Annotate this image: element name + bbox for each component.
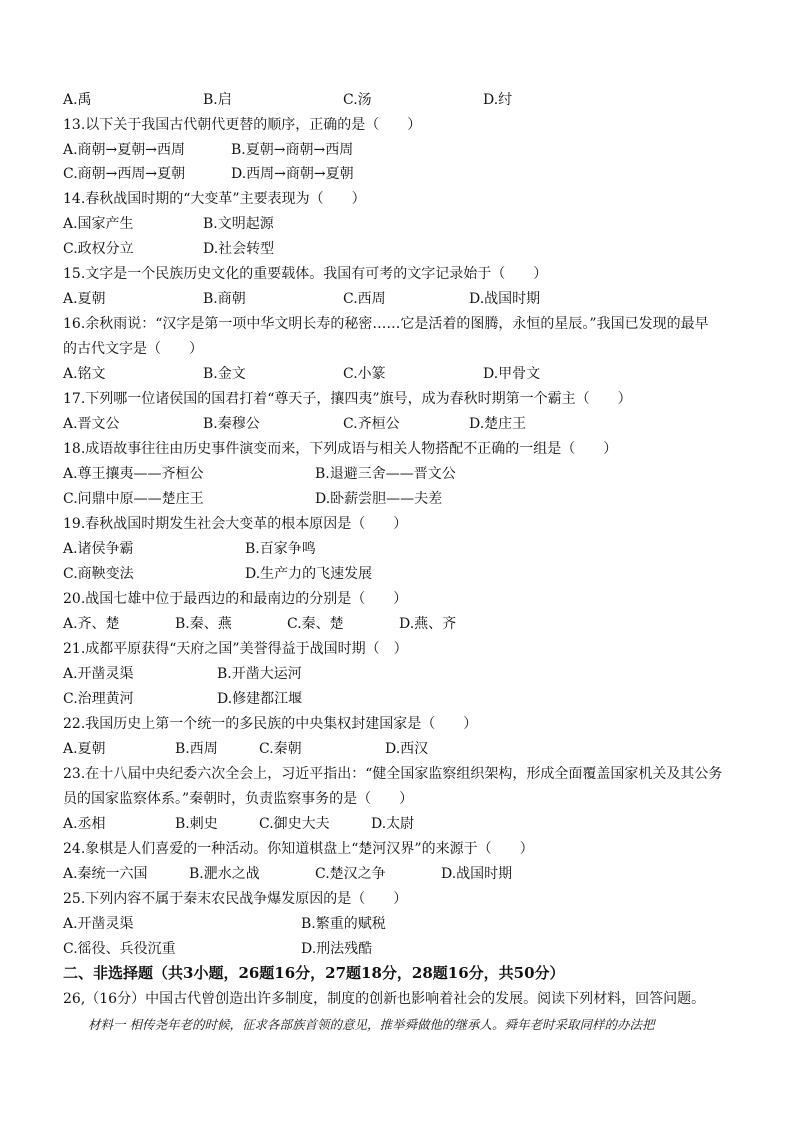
question-stem: 13.以下关于我国古代朝代更替的顺序，正确的是（ ） [63,117,422,133]
option-c: C.政权分立 [63,241,134,257]
question-stem-continued: 的古代文字是（ ） [63,341,203,357]
option-b: B.文明起源 [203,216,274,232]
option-b: B.刺史 [175,816,218,832]
option-d: D.太尉 [371,816,415,832]
question-stem: 16.余秋雨说：“汉字是第一项中华文明长寿的秘密……它是活着的图腾，永恒的星辰。”我国已发现的最早 [63,316,709,332]
option-b: B.繁重的赋税 [301,916,386,932]
option-c: C.小篆 [343,366,386,382]
question-stem: 18.成语故事往往由历史事件演变而来，下列成语与相关人物搭配不正确的一组是（ ） [63,441,618,457]
option-a: A.铭文 [63,366,106,382]
option-d: D.纣 [483,92,513,108]
question-stem: 20.战国七雄中位于最西边的和最南边的分别是（ ） [63,591,408,607]
option-a: A.商朝→夏朝→西周 [63,142,186,158]
option-c: C.问鼎中原——楚庄王 [63,491,204,507]
question-stem: 25.下列内容不属于秦末农民战争爆发原因的是（ ） [63,891,408,907]
option-a: A.开凿灵渠 [63,916,134,932]
option-c: C.徭役、兵役沉重 [63,941,176,957]
question-stem: 14.春秋战国时期的“大变革”主要表现为（ ） [63,191,366,207]
question-stem: 22.我国历史上第一个统一的多民族的中央集权封建国家是（ ） [63,716,478,732]
material-1-text: 材料一 相传尧年老的时候，征求各部族首领的意见，推举舜做他的继承人。舜年老时采取同样的办法把 [88,1017,655,1032]
option-a: A.齐、楚 [63,616,120,632]
option-b: B.商朝 [203,291,246,307]
option-a: A.夏朝 [63,741,106,757]
question-stem: 17.下列哪一位诸侯国的国君打着“尊天子，攘四夷”旗号，成为春秋时期第一个霸主（ ） [63,391,632,407]
option-c: C.治理黄河 [63,691,134,707]
option-a: A.开凿灵渠 [63,666,134,682]
option-a: A.晋文公 [63,416,120,432]
option-b: B.秦穆公 [203,416,260,432]
option-d: D.西汉 [385,741,429,757]
question-stem: 24.象棋是人们喜爱的一种活动。你知道棋盘上“楚河汉界”的来源于（ ） [63,841,534,857]
option-b: B.退避三舍——晋文公 [315,466,456,482]
option-d: D.战国时期 [469,291,541,307]
option-d: D.修建都江堰 [217,691,303,707]
option-d: D.甲骨文 [483,366,541,382]
option-c: C.汤 [343,92,372,108]
option-a: A.丞相 [63,816,106,832]
question-stem-continued: 员的国家监察体系。”秦朝时，负责监察事务的是（ ） [63,791,414,807]
option-a: A.秦统一六国 [63,866,148,882]
option-c: C.楚汉之争 [315,866,386,882]
option-d: D.燕、齐 [399,616,457,632]
option-c: C.齐桓公 [343,416,400,432]
option-b: B.淝水之战 [189,866,260,882]
option-a: A.禹 [63,92,92,108]
option-b: B.秦、燕 [175,616,232,632]
option-b: B.金文 [203,366,246,382]
option-b: B.夏朝→商朝→西周 [231,142,354,158]
question-stem: 19.春秋战国时期发生社会大变革的根本原因是（ ） [63,516,408,532]
option-a: A.尊王攘夷——齐桓公 [63,466,204,482]
option-c: C.商朝→西周→夏朝 [63,166,186,182]
option-c: C.西周 [343,291,386,307]
option-d: D.卧薪尝胆——夫差 [315,491,443,507]
option-a: A.国家产生 [63,216,134,232]
option-d: D.刑法残酷 [301,941,373,957]
option-d: D.西周→商朝→夏朝 [231,166,354,182]
option-d: D.战国时期 [441,866,513,882]
question-stem: 21.成都平原获得“天府之国”美誉得益于战国时期（ ） [63,641,408,657]
option-a: A.诸侯争霸 [63,541,134,557]
option-d: D.社会转型 [203,241,275,257]
question-26-stem: 26,（16分）中国古代曾创造出许多制度，制度的创新也影响着社会的发展。阅读下列材料，回答问题。 [63,991,706,1007]
question-stem: 15.文字是一个民族历史文化的重要载体。我国有可考的文字记录始于（ ） [63,266,548,282]
question-stem: 23.在十八届中央纪委六次全会上，习近平指出：“健全国家监察组织架构，形成全面覆盖国家机关及其公务 [63,766,723,782]
option-c: C.商鞅变法 [63,566,134,582]
option-b: B.开凿大运河 [217,666,302,682]
option-a: A.夏朝 [63,291,106,307]
option-b: B.西周 [175,741,218,757]
option-c: C.秦、楚 [287,616,344,632]
section-heading: 二、非选择题（共3小题，26题16分，27题18分，28题16分，共50分） [63,964,565,982]
option-d: D.楚庄王 [469,416,527,432]
option-b: B.百家争鸣 [245,541,316,557]
option-c: C.御史大夫 [259,816,330,832]
option-c: C.秦朝 [259,741,302,757]
option-b: B.启 [203,92,232,108]
option-d: D.生产力的飞速发展 [245,566,373,582]
